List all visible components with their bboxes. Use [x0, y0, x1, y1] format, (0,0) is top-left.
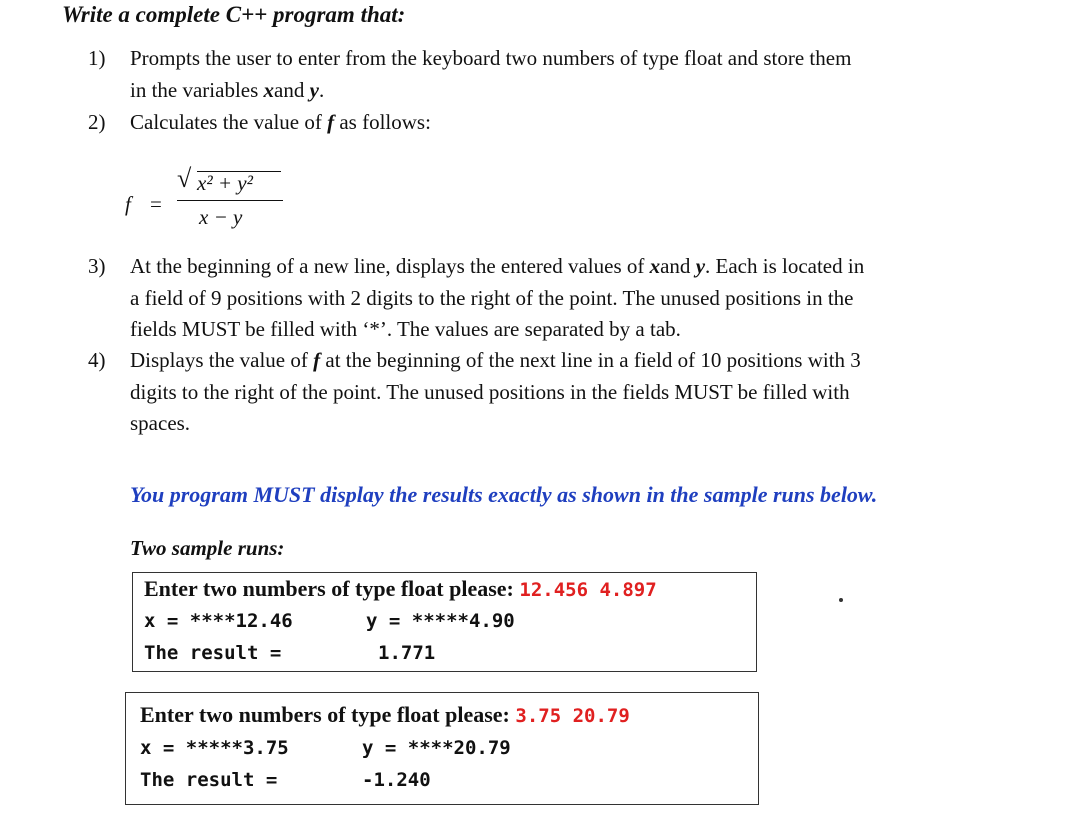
- x-output: x = *****3.75: [140, 737, 289, 759]
- numerator-text: x² + y²: [197, 171, 253, 195]
- var-x: x: [263, 77, 275, 102]
- item-text-line: Prompts the user to enter from the keyboard two numbers of type float and store them: [130, 46, 852, 70]
- prompt-line: [144, 576, 657, 602]
- item-text-line: spaces.: [130, 411, 191, 435]
- result-label: The result =: [144, 642, 282, 664]
- stray-dot: [839, 598, 843, 602]
- result-value: 1.771: [378, 642, 436, 664]
- runs-label: Two sample runs:: [130, 536, 285, 560]
- sqrt-icon: √: [177, 164, 192, 193]
- formula-numerator: [177, 164, 283, 195]
- var-f: f: [327, 110, 335, 134]
- fraction-bar: [177, 200, 283, 201]
- item-text: in the variables: [130, 77, 264, 102]
- item-text: as follows:: [334, 110, 431, 134]
- prompt-text: Enter two numbers of type float please:: [144, 576, 520, 601]
- item-text-line: fields MUST be filled with ‘*’. The values are separated by a tab.: [130, 317, 681, 341]
- item-text: At the beginning of a new line, displays the entered values of: [130, 254, 650, 278]
- prompt-line: [140, 702, 630, 728]
- formula-lhs: f: [125, 192, 131, 216]
- item-number: 3): [88, 254, 106, 278]
- page-title: Write a complete C++ program that:: [62, 2, 406, 27]
- item-text: . Each is located in: [705, 254, 865, 278]
- item-number: 2): [88, 110, 106, 134]
- result-label: The result =: [140, 769, 278, 791]
- item-number: 1): [88, 46, 106, 70]
- result-value: -1.240: [362, 769, 431, 791]
- item-text-line: digits to the right of the point. The unused positions in the fields MUST be filled with: [130, 379, 850, 404]
- x-output: x = ****12.46: [144, 610, 293, 632]
- item-text: at the beginning of the next line in a field of 10 positions with 3: [320, 348, 861, 372]
- user-input: 3.75 20.79: [515, 705, 630, 727]
- item-text-line: a field of 9 positions with 2 digits to the right of the point. The unused positions in the: [130, 285, 854, 310]
- y-output: y = *****4.90: [366, 610, 515, 632]
- notice: You program MUST display the results exactly as shown in the sample runs below.: [130, 482, 878, 507]
- formula-denominator: x − y: [199, 205, 243, 229]
- y-output: y = ****20.79: [362, 737, 511, 759]
- sample-run-1: [132, 572, 757, 672]
- item-text: Displays the value of: [130, 348, 314, 372]
- item-number: 4): [88, 348, 106, 372]
- item-text: Calculates the value of: [130, 110, 328, 134]
- var-y: y: [695, 254, 706, 278]
- user-input: 12.456 4.897: [519, 579, 657, 601]
- formula-equals: =: [150, 192, 162, 216]
- prompt-text: Enter two numbers of type float please:: [140, 702, 516, 727]
- item-text: and: [274, 77, 310, 102]
- var-f: f: [313, 348, 321, 372]
- sample-run-2: [125, 692, 759, 805]
- item-text: .: [318, 77, 325, 102]
- item-text: and: [660, 254, 696, 278]
- var-y: y: [309, 77, 319, 102]
- var-x: x: [649, 254, 661, 278]
